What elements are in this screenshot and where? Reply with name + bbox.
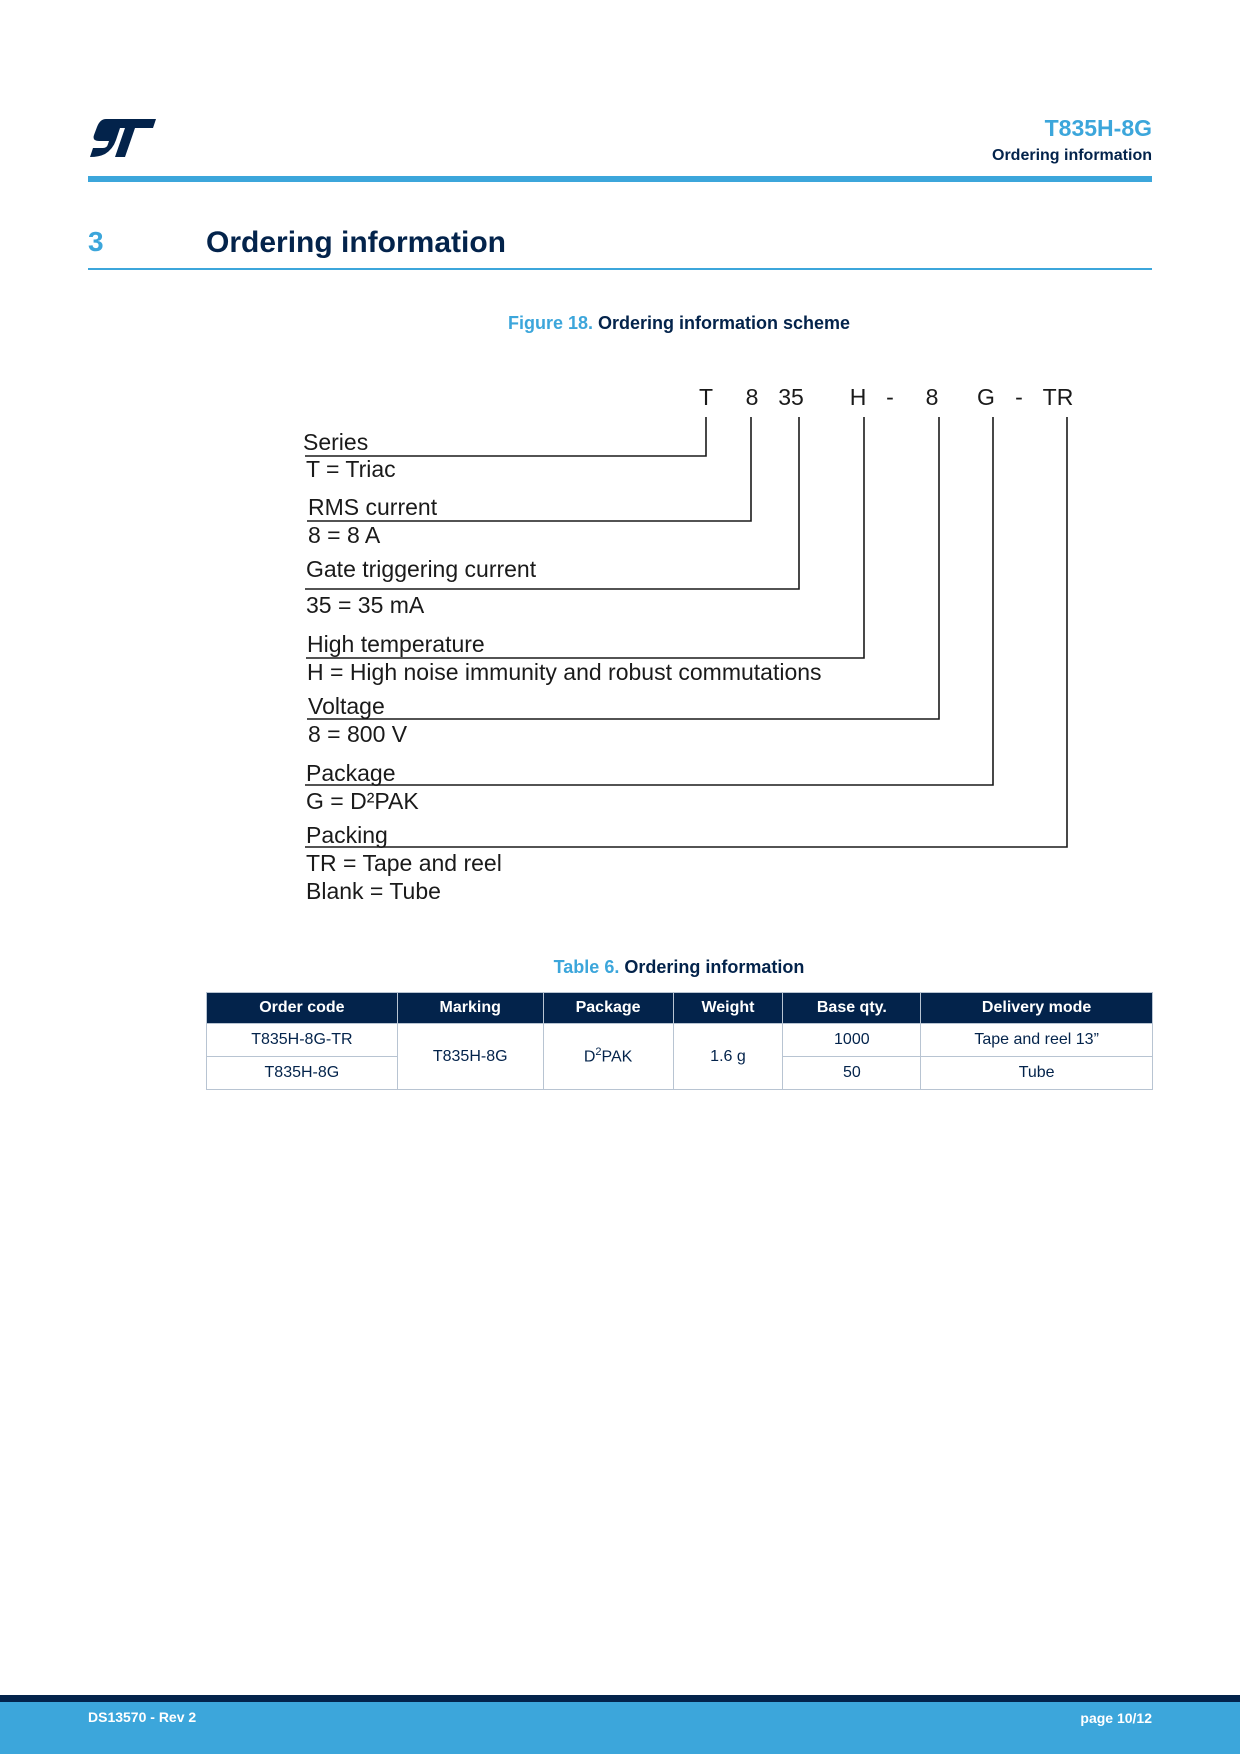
header-package: Package bbox=[543, 993, 673, 1024]
table-title: Ordering information bbox=[624, 957, 805, 977]
cell-base-qty: 1000 bbox=[783, 1024, 921, 1057]
code-part-dash: - bbox=[1015, 384, 1023, 410]
cell-order-code: T835H-8G-TR bbox=[207, 1024, 398, 1057]
table-row bbox=[207, 1024, 1153, 1057]
code-part-package: G bbox=[977, 384, 995, 410]
footer-doc-id: DS13570 - Rev 2 bbox=[88, 1709, 197, 1725]
footer-dark-strip bbox=[0, 1695, 1240, 1702]
cell-marking: T835H-8G bbox=[397, 1024, 543, 1090]
field-value-gate-current: 35 = 35 mA bbox=[306, 592, 425, 618]
header-order-code: Order code bbox=[207, 993, 398, 1024]
header-weight: Weight bbox=[673, 993, 783, 1024]
cell-package bbox=[543, 1024, 673, 1090]
cell-base-qty: 50 bbox=[783, 1057, 921, 1090]
figure-label: Figure 18. bbox=[507, 313, 593, 333]
code-part-rms: 8 bbox=[745, 384, 759, 410]
code-part-dash: - bbox=[886, 384, 894, 410]
table-label: Table 6. bbox=[553, 957, 620, 977]
code-part-packing: TR bbox=[1042, 384, 1074, 410]
package-main: D bbox=[583, 1048, 596, 1066]
field-value-high-temperature: H = High noise immunity and robust commutations bbox=[307, 659, 822, 685]
package-rest: PAK bbox=[601, 1048, 633, 1066]
cell-delivery-mode: Tube bbox=[921, 1057, 1153, 1090]
code-part-series: T bbox=[698, 384, 714, 410]
field-value-series: T = Triac bbox=[306, 456, 396, 482]
field-value-voltage: 8 = 800 V bbox=[308, 721, 408, 747]
table-header-row bbox=[207, 993, 1153, 1024]
footer-page-number: page 10/12 bbox=[1080, 1710, 1152, 1726]
cell-weight: 1.6 g bbox=[673, 1024, 783, 1090]
ordering-table bbox=[206, 992, 1153, 1090]
field-value-packing-tr: TR = Tape and reel bbox=[306, 850, 502, 876]
cell-delivery-mode: Tape and reel 13” bbox=[921, 1024, 1153, 1057]
header-delivery-mode: Delivery mode bbox=[921, 993, 1153, 1024]
field-value-rms-current: 8 = 8 A bbox=[308, 522, 381, 548]
header-title: T835H-8G bbox=[1044, 115, 1152, 141]
header-marking: Marking bbox=[397, 993, 543, 1024]
field-name-rms-current: RMS current bbox=[308, 494, 438, 520]
cell-order-code: T835H-8G bbox=[207, 1057, 398, 1090]
header-base-qty: Base qty. bbox=[783, 993, 921, 1024]
field-value-package: G = D²PAK bbox=[306, 788, 419, 814]
code-part-voltage: 8 bbox=[925, 384, 939, 410]
connector-high-temperature bbox=[306, 417, 864, 658]
field-name-series: Series bbox=[303, 429, 369, 455]
field-value-packing-blank: Blank = Tube bbox=[306, 878, 441, 904]
code-part-gate: 35 bbox=[778, 384, 804, 410]
code-part-temp: H bbox=[849, 384, 867, 410]
field-name-gate-current: Gate triggering current bbox=[306, 556, 537, 582]
field-name-packing: Packing bbox=[306, 822, 388, 848]
table-caption bbox=[88, 957, 1240, 978]
field-name-voltage: Voltage bbox=[308, 693, 385, 719]
package-superscript: 2 bbox=[595, 1046, 602, 1059]
section-number: 3 bbox=[88, 226, 104, 257]
field-name-high-temperature: High temperature bbox=[307, 631, 485, 657]
section-title: Ordering information bbox=[206, 226, 506, 259]
field-name-package: Package bbox=[306, 760, 396, 786]
figure-title: Ordering information scheme bbox=[598, 313, 851, 333]
header-subtitle: Ordering information bbox=[992, 147, 1152, 164]
